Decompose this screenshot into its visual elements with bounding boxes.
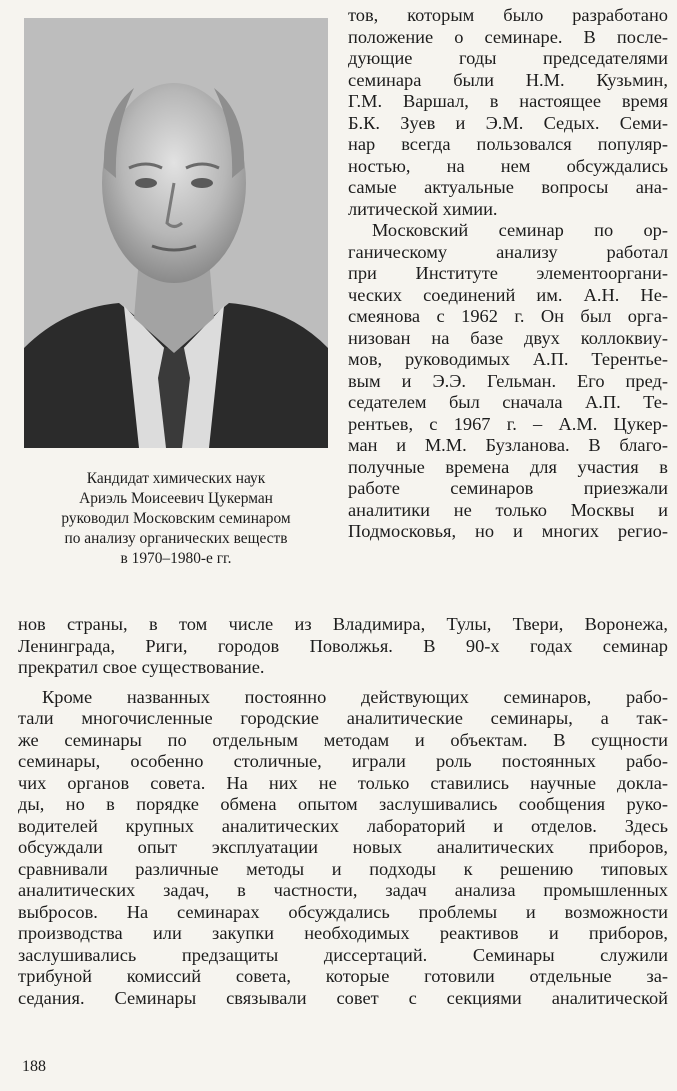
caption-line: Ариэль Моисеевич Цукерман	[79, 490, 273, 507]
text-line: низован на базе двух коллоквиу-	[348, 327, 668, 348]
text-line: ческих соединений им. А.Н. Не-	[348, 284, 668, 305]
text-line: обсуждали опыт эксплуатации новых аналитических приборов,	[18, 837, 668, 857]
text-line: ман и М.М. Бузланова. В благо-	[348, 435, 668, 455]
text-line: Кроме названных постоянно действующих семинаров, рабо-	[42, 686, 668, 707]
text-line: работе семинаров приезжали	[348, 478, 668, 498]
text-line: Московский семинар по ор-	[372, 220, 668, 240]
text-line: заслушивались предзащиты диссертаций. Семинары служили	[18, 944, 668, 965]
text-line: при Институте элементооргани-	[348, 263, 668, 283]
caption-line: по анализу органических веществ	[64, 530, 288, 547]
text-line: нов страны, в том числе из Владимира, Тулы, Твери, Воронежа,	[18, 614, 668, 634]
text-line: водителей крупных аналитических лабораторий и отделов. Здесь	[18, 815, 668, 836]
text-line: тали многочисленные городские аналитические семинары, а так-	[18, 708, 668, 728]
text-line: сравнивали различные методы и подходы к решению типовых	[18, 858, 668, 879]
text-line: аналитики не только Москвы и	[348, 499, 668, 520]
text-line: мов, руководимых А.П. Терентье-	[348, 349, 668, 369]
text-line: прекратил свое существование.	[18, 657, 265, 677]
text-line: смеянова с 1962 г. Он был орга-	[348, 306, 668, 326]
text-line: семинара были Н.М. Кузьмин,	[348, 69, 668, 90]
full-width-text	[18, 614, 668, 1009]
caption-line: Кандидат химических наук	[86, 470, 266, 487]
right-column-text	[348, 5, 668, 543]
text-line: Подмосковья, но и многих регио-	[348, 521, 668, 541]
caption-line: руководил Московским семинаром	[61, 510, 291, 527]
text-line: седания. Семинары связывали совет с секциями аналитической	[18, 987, 668, 1008]
text-line: рентьев, с 1967 г. – А.М. Цукер-	[348, 413, 668, 434]
text-line: литической химии.	[348, 198, 498, 219]
text-line: чих органов совета. На них не только ставились научные докла-	[18, 772, 668, 793]
text-line: самые актуальные вопросы ана-	[348, 177, 668, 197]
text-line: вым и Э.Э. Гельман. Его пред-	[348, 370, 668, 391]
page-number: 188	[22, 1058, 46, 1075]
text-line: тов, которым было разработано	[348, 5, 668, 25]
text-line: ностью, на нем обсуждались	[348, 155, 668, 176]
text-line: нар всегда пользовался популяр-	[348, 134, 668, 154]
text-line: семинары, особенно столичные, играли роль постоянных рабо-	[18, 751, 668, 771]
text-line: же семинары по отдельным методам и объектам. В сущности	[18, 729, 668, 750]
text-line: ды, но в порядке обмена опытом заслушивались сообщения руко-	[18, 794, 668, 814]
portrait-photo	[24, 18, 328, 448]
text-line: Ленинграда, Риги, городов Поволжья. В 90-х годах семинар	[18, 635, 668, 656]
text-line: ганическому анализу работал	[348, 241, 668, 262]
text-line: получные времена для участия в	[348, 456, 668, 477]
text-line: производства или закупки необходимых реактивов и приборов,	[18, 923, 668, 943]
text-line: дующие годы председателями	[348, 48, 668, 68]
text-line: аналитических задач, в частности, задач анализа промышленных	[18, 880, 668, 900]
text-line: трибуной комиссий совета, которые готовили отдельные за-	[18, 966, 668, 986]
text-line: положение о семинаре. В после-	[348, 26, 668, 47]
text-line: Б.К. Зуев и Э.М. Седых. Семи-	[348, 112, 668, 133]
text-line: седателем был сначала А.П. Те-	[348, 392, 668, 412]
text-line: выбросов. На семинарах обсуждались проблемы и возможности	[18, 901, 668, 922]
caption-line: в 1970–1980-е гг.	[120, 550, 232, 567]
photo-caption	[26, 469, 326, 569]
text-line: Г.М. Варшал, в настоящее время	[348, 91, 668, 111]
